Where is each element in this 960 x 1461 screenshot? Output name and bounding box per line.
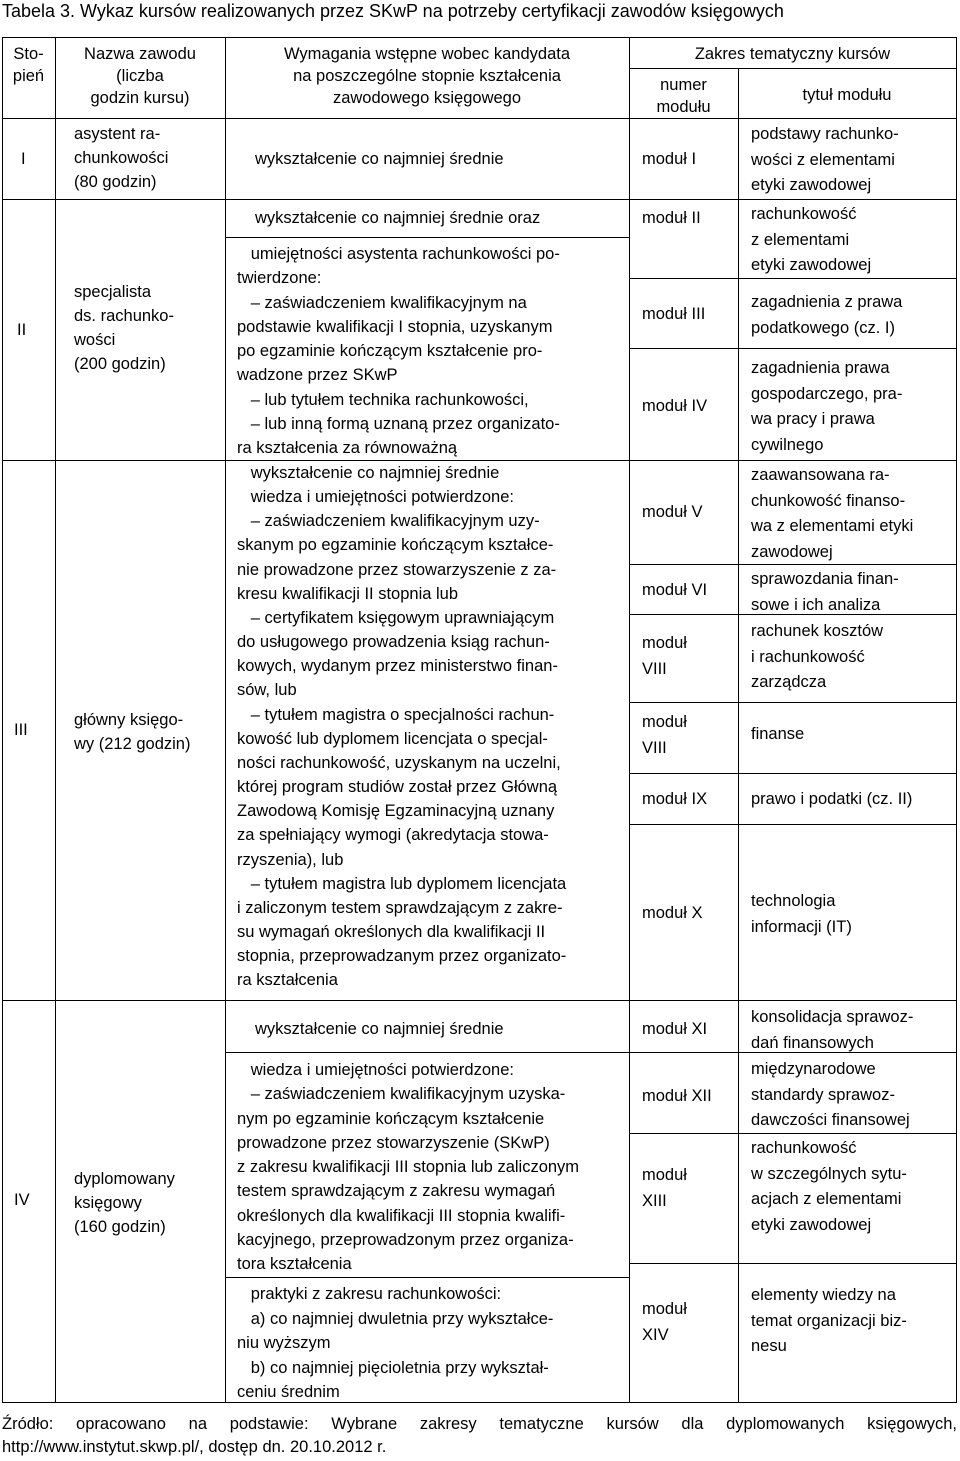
zawod-asystent: asystent ra- chunkowości (80 godzin) [74, 125, 169, 191]
req-sep-1 [225, 199, 629, 200]
module-number-2: moduł II [642, 209, 701, 227]
header-wymagania: Wymagania wstępne wobec kandydata na poszczególne stopnie kształcenia zawodowego księgowego [283, 45, 571, 107]
mod-sep-1 [629, 199, 956, 200]
header-sep-zakres [629, 68, 956, 69]
header-nazwa-zawodu: Nazwa zawodu (liczba godzin kursu) [84, 45, 196, 107]
module-title-5: zaawansowana ra- chunkowość finanso- wa z elementami etyki zawodowej [751, 466, 914, 561]
header-numer-modulu: numer modułu [656, 76, 711, 116]
source-note: Źródło: opracowano na podstawie: Wybrane zakresy tematyczne kursów dla dyplomowanych księgowych, [2, 1415, 957, 1433]
module-title-1: podstawy rachunko- wości z elementami etyki zawodowej [751, 125, 899, 194]
col-sep-1 [55, 37, 56, 1402]
mod-sep-7 [629, 702, 956, 703]
module-title-11: konsolidacja sprawoz- dań finansowych [751, 1008, 914, 1052]
col-sep-4 [738, 68, 739, 1402]
req-sep-2 [225, 237, 629, 238]
req-sep-4 [225, 1000, 629, 1001]
stopien-4: IV [14, 1191, 30, 1209]
req-stopien-4-practice: praktyki z zakresu rachunkowości: a) co najmniej dwuletnia przy wykształce- niu wyższym b) co najmniej pięcioletnia przy wykształ- ceniu średnim [237, 1285, 554, 1401]
module-number-1: moduł I [642, 150, 697, 168]
header-zakres: Zakres tematyczny kursów [694, 45, 891, 63]
module-number-8: moduł VIII [642, 713, 687, 757]
req-sep-6 [225, 1277, 629, 1278]
module-number-9: moduł IX [642, 790, 708, 808]
table-border-right [956, 37, 957, 1402]
req-stopien-4-details: wiedza i umiejętności potwierdzone: – zaświadczeniem kwalifikacyjnym uzyska- nym po egzaminie kończącym kształcenie prowadzone przez stowarzyszenie (SKwP) z zakresu kwalifikacji III stopnia lub zaliczonym testem sprawdzającym z zakresu wymagań określonych dla kwalifikacji III stopnia kwalifi- kacyjnego, przeprowadzonym przez organiza- tora kształcenia [237, 1061, 580, 1274]
mod-sep-8 [629, 773, 956, 774]
module-number-4: moduł IV [642, 397, 708, 415]
module-title-4: zagadnienia prawa gospodarczego, pra- wa pracy i prawa cywilnego [751, 359, 903, 454]
module-number-10: moduł X [642, 904, 703, 922]
module-title-6: sprawozdania finan- sowe i ich analiza [751, 570, 899, 614]
source-url: http://www.instytut.skwp.pl/, dostęp dn. 20.10.2012 r. [2, 1438, 387, 1456]
zawod-dyplomowany: dyplomowany księgowy (160 godzin) [74, 1170, 175, 1236]
module-title-14: elementy wiedzy na temat organizacji biz- nesu [751, 1286, 907, 1355]
module-number-11: moduł XI [642, 1020, 708, 1038]
stopien-1: I [21, 150, 26, 168]
module-title-13: rachunkowość w szczególnych sytu- acjach z elementami etyki zawodowej [751, 1139, 907, 1234]
module-title-7: rachunek kosztów i rachunkowość zarządcza [751, 622, 884, 691]
stage-sep-1 [2, 199, 225, 200]
module-title-9: prawo i podatki (cz. II) [751, 790, 913, 808]
zawod-specjalista: specjalista ds. rachunko- wości (200 godzin) [74, 283, 174, 373]
module-number-7: moduł VIII [642, 634, 687, 678]
table-border-top [2, 37, 957, 38]
header-tytul-modulu: tytuł modułu [802, 86, 892, 104]
mod-sep-13 [629, 1263, 956, 1264]
header-bottom [2, 118, 957, 119]
stopien-2: II [17, 321, 27, 339]
mod-sep-9 [629, 824, 956, 825]
module-title-8: finanse [751, 725, 805, 743]
header-stopien: Sto- pień [12, 45, 45, 85]
module-number-6: moduł VI [642, 581, 708, 599]
mod-sep-10 [629, 1000, 956, 1001]
module-title-2: rachunkowość z elementami etyki zawodowej [751, 205, 872, 274]
req-stopien-2-intro: wykształcenie co najmniej średnie oraz [255, 209, 541, 227]
module-number-3: moduł III [642, 305, 706, 323]
req-stopien-3-details: wykształcenie co najmniej średnie wiedza i umiejętności potwierdzone: – zaświadczeniem kwalifikacyjnym uzy- skanym po egzaminie kończącym kształce- nie prowadzone przez stowarzyszenie z za- kresu kwalifikacji II stopnia lub – certyfikatem księgowym uprawniającym do usługowego prowadzenia ksiąg rachun- kowych, wydanym przez ministerstwo finan- sów, lub – tytułem magistra o specjalności rachun- kowość lub dyplomem licencjata o specjal- ności rachunkowość, uzyskanym na uczelni, której program studiów został przez Główną Zawodową Komisję Egzaminacyjną uznany za spełniający wymogi (akredytacja stowa- rzyszenia), lub – tytułem magistra lub dyplomem licencjata i zaliczonym testem sprawdzającym z zakre- su wymagań określonych dla kwalifikacji II stopnia, przeprowadzanym przez organizato- ra kształcenia [237, 464, 567, 990]
module-number-13: moduł XIII [642, 1166, 687, 1210]
module-number-5: moduł V [642, 503, 703, 521]
stage-sep-3 [2, 1000, 225, 1001]
module-title-10: technologia informacji (IT) [751, 892, 852, 936]
table-caption: Tabela 3. Wykaz kursów realizowanych przez SKwP na potrzeby certyfikacji zawodów księgowych [2, 1, 784, 21]
module-number-12: moduł XII [642, 1087, 712, 1105]
module-number-14: moduł XIV [642, 1300, 687, 1344]
module-title-3: zagadnienia z prawa podatkowego (cz. I) [751, 293, 903, 337]
req-sep-5 [225, 1052, 629, 1053]
stopien-3: III [14, 721, 28, 739]
col-sep-2 [225, 37, 226, 1402]
mod-sep-4 [629, 460, 956, 461]
table-border-left [2, 37, 3, 1402]
module-title-12: międzynarodowe standardy sprawoz- dawczości finansowej [751, 1060, 910, 1129]
req-stopien-1: wykształcenie co najmniej średnie [255, 150, 504, 168]
mod-sep-3 [629, 348, 956, 349]
req-stopien-4-intro: wykształcenie co najmniej średnie [255, 1020, 504, 1038]
col-sep-3 [629, 37, 630, 1402]
req-stopien-2-details: umiejętności asystenta rachunkowości po- twierdzone: – zaświadczeniem kwalifikacyjnym na podstawie kwalifikacji I stopnia, uzyskanym po egzaminie kończącym kształcenie pro- wadzone przez SKwP – lub tytułem technika rachunkowości, – lub inną formą uznaną przez organizato- ra kształcenia za równoważną [237, 245, 560, 458]
zawod-glowny-ksiegowy: główny księgo- wy (212 godzin) [74, 711, 191, 753]
stage-sep-2 [2, 460, 225, 461]
